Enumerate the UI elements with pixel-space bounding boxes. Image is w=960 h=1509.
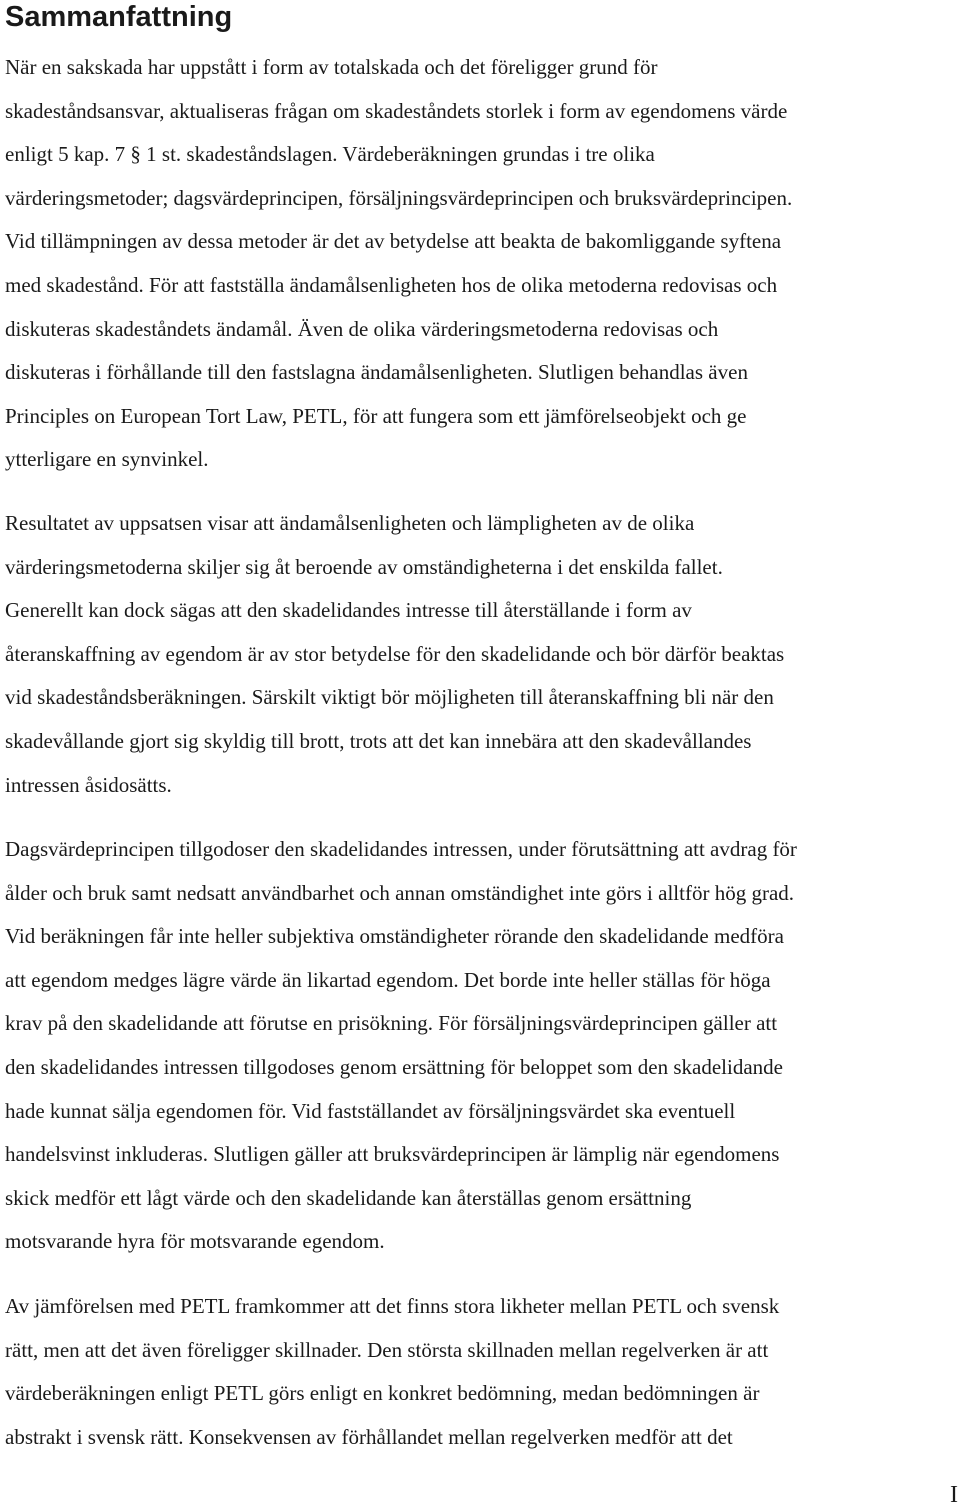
text-line: skadeståndsansvar, aktualiseras frågan om skadeståndets storlek i form av egendomens värde (5, 98, 788, 123)
text-line: Dagsvärdeprincipen tillgodoser den skadelidandes intressen, under förutsättning att avdrag för (5, 837, 797, 861)
text-line: motsvarande hyra för motsvarande egendom. (5, 1229, 385, 1254)
text-line: krav på den skadelidande att förutse en prisökning. För försäljningsvärdeprincipen gäller att (5, 1011, 778, 1036)
text-line: Resultatet av uppsatsen visar att ändamålsenligheten och lämpligheten av de olika (5, 511, 695, 535)
text-line: enligt 5 kap. 7 § 1 st. skadeståndslagen. Värdeberäkningen grundas i tre olika (5, 142, 655, 167)
page-title: Sammanfattning (5, 1, 233, 33)
text-line: diskuteras skadeståndets ändamål. Även de olika värderingsmetoderna redovisas och (5, 316, 719, 341)
paragraph-2 (5, 502, 957, 807)
text-line: vid skadeståndsberäkningen. Särskilt viktigt bör möjligheten till återanskaffning bli när den (5, 685, 774, 710)
text-line: ålder och bruk samt nedsatt användbarhet och annan omständighet inte görs i alltför hög grad. (5, 880, 795, 905)
paragraph-1 (5, 46, 957, 482)
paragraph-3 (5, 828, 957, 1264)
text-line: Vid tillämpningen av dessa metoder är det av betydelse att beakta de bakomliggande syftena (5, 229, 782, 254)
text-line: abstrakt i svensk rätt. Konsekvensen av förhållandet mellan regelverken medför att det (5, 1424, 733, 1449)
text-line: med skadestånd. För att fastställa ändamålsenligheten hos de olika metoderna redovisas och (5, 272, 778, 297)
text-line: skick medför ett lågt värde och den skadelidande kan återställas genom ersättning (5, 1185, 692, 1210)
paragraph-4 (5, 1285, 957, 1459)
text-line: intressen åsidosätts. (5, 772, 172, 797)
text-line: den skadelidandes intressen tillgodoses genom ersättning för beloppet som den skadelidande (5, 1054, 783, 1079)
text-line: ytterligare en synvinkel. (5, 447, 209, 472)
text-line: skadevållande gjort sig skyldig till brott, trots att det kan innebära att den skadevållandes (5, 728, 752, 753)
text-line: värderingsmetoder; dagsvärdeprincipen, försäljningsvärdeprincipen och bruksvärdeprincipen. (5, 185, 793, 210)
text-line: Vid beräkningen får inte heller subjektiva omständigheter rörande den skadelidande medföra (5, 924, 784, 949)
text-line: Av jämförelsen med PETL framkommer att det finns stora likheter mellan PETL och svensk (5, 1294, 780, 1318)
text-line: återanskaffning av egendom är av stor betydelse för den skadelidande och bör därför beaktas (5, 641, 785, 666)
text-line: diskuteras i förhållande till den fastslagna ändamålsenligheten. Slutligen behandlas även (5, 360, 748, 385)
text-line: När en sakskada har uppstått i form av totalskada och det föreligger grund för (5, 55, 658, 79)
text-line: värderingsmetoderna skiljer sig åt beroende av omständigheterna i det enskilda fallet. (5, 554, 723, 579)
text-line: Principles on European Tort Law, PETL, för att fungera som ett jämförelseobjekt och ge (5, 403, 747, 428)
page-number: I (950, 1482, 958, 1508)
text-line: värdeberäkningen enligt PETL görs enligt en konkret bedömning, medan bedömningen är (5, 1381, 760, 1406)
text-line: handelsvinst inkluderas. Slutligen gäller att bruksvärdeprincipen är lämplig när egendomens (5, 1142, 780, 1167)
text-line: hade kunnat sälja egendomen för. Vid fastställandet av försäljningsvärdet ska eventuell (5, 1098, 736, 1123)
text-line: rätt, men att det även föreligger skillnader. Den största skillnaden mellan regelverken är att (5, 1337, 769, 1362)
text-line: att egendom medges lägre värde än likartad egendom. Det borde inte heller ställas för höga (5, 967, 771, 992)
text-line: Generellt kan dock sägas att den skadelidandes intresse till återställande i form av (5, 598, 692, 623)
